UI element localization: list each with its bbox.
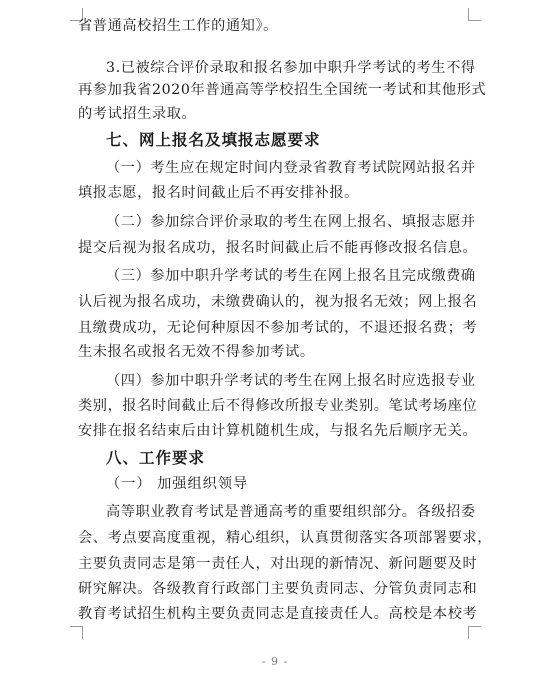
subsection-heading: （一） 加强组织领导 [106,476,249,492]
text-line: 的考试招生录取。 [78,106,197,122]
text-line: 3.已被综合评价录取和报名参加中职升学考试的考生不得 [106,60,476,76]
text-line: 认后视为报名成功，未缴费确认的，视为报名无效；网上报名 [78,294,478,310]
page-number: - 9 - [261,655,289,668]
text-line: 提交后视为报名成功，报名时间截止后不能再修改报名信息。 [78,240,478,256]
text-line: 填报志愿，报名时间截止后不再安排补报。 [78,185,359,201]
text-line: 省普通高校招生工作的通知》。 [78,18,278,34]
crop-mark-bottom-right [468,626,481,639]
text-line: 再参加我省2020年普通高等学校招生全国统一考试和其他形式 [78,82,487,98]
section-heading: 八、工作要求 [106,448,206,467]
text-line: 高等职业教育考试是普通高考的重要组织部分。各级招委 [106,504,476,520]
crop-mark-bottom-left [70,626,83,639]
text-line: 类别，报名时间截止后不得修改所报专业类别。笔试考场座位 [78,398,478,414]
section-heading: 七、网上报名及填报志愿要求 [106,130,321,149]
text-line: 研究解决。各级教育行政部门主要负责同志、分管负责同志和 [78,581,478,597]
text-line: 主要负责同志是第一责任人，对出现的新情况、新问题要及时 [78,556,478,572]
text-line: 安排在报名结束后由计算机随机生成，与报名先后顺序无关。 [78,423,478,439]
text-line: （三）参加中职升学考试的考生在网上报名且完成缴费确 [106,268,476,284]
text-line: （一）考生应在规定时间内登录省教育考试院网站报名并 [106,160,476,176]
text-line: 会、考点要高度重视，精心组织，认真贯彻落实各项部署要求， [78,530,493,546]
text-line: （二）参加综合评价录取的考生在网上报名、填报志愿并 [106,214,476,230]
text-line: 且缴费成功，无论何种原因不参加考试的，不退还报名费；考 [78,320,478,336]
text-line: 教育考试招生机构主要负责同志是直接责任人。高校是本校考 [78,606,478,622]
text-line: 生未报名或报名无效不得参加考试。 [78,344,315,360]
text-line: （四）参加中职升学考试的考生在网上报名时应选报专业 [106,373,476,389]
